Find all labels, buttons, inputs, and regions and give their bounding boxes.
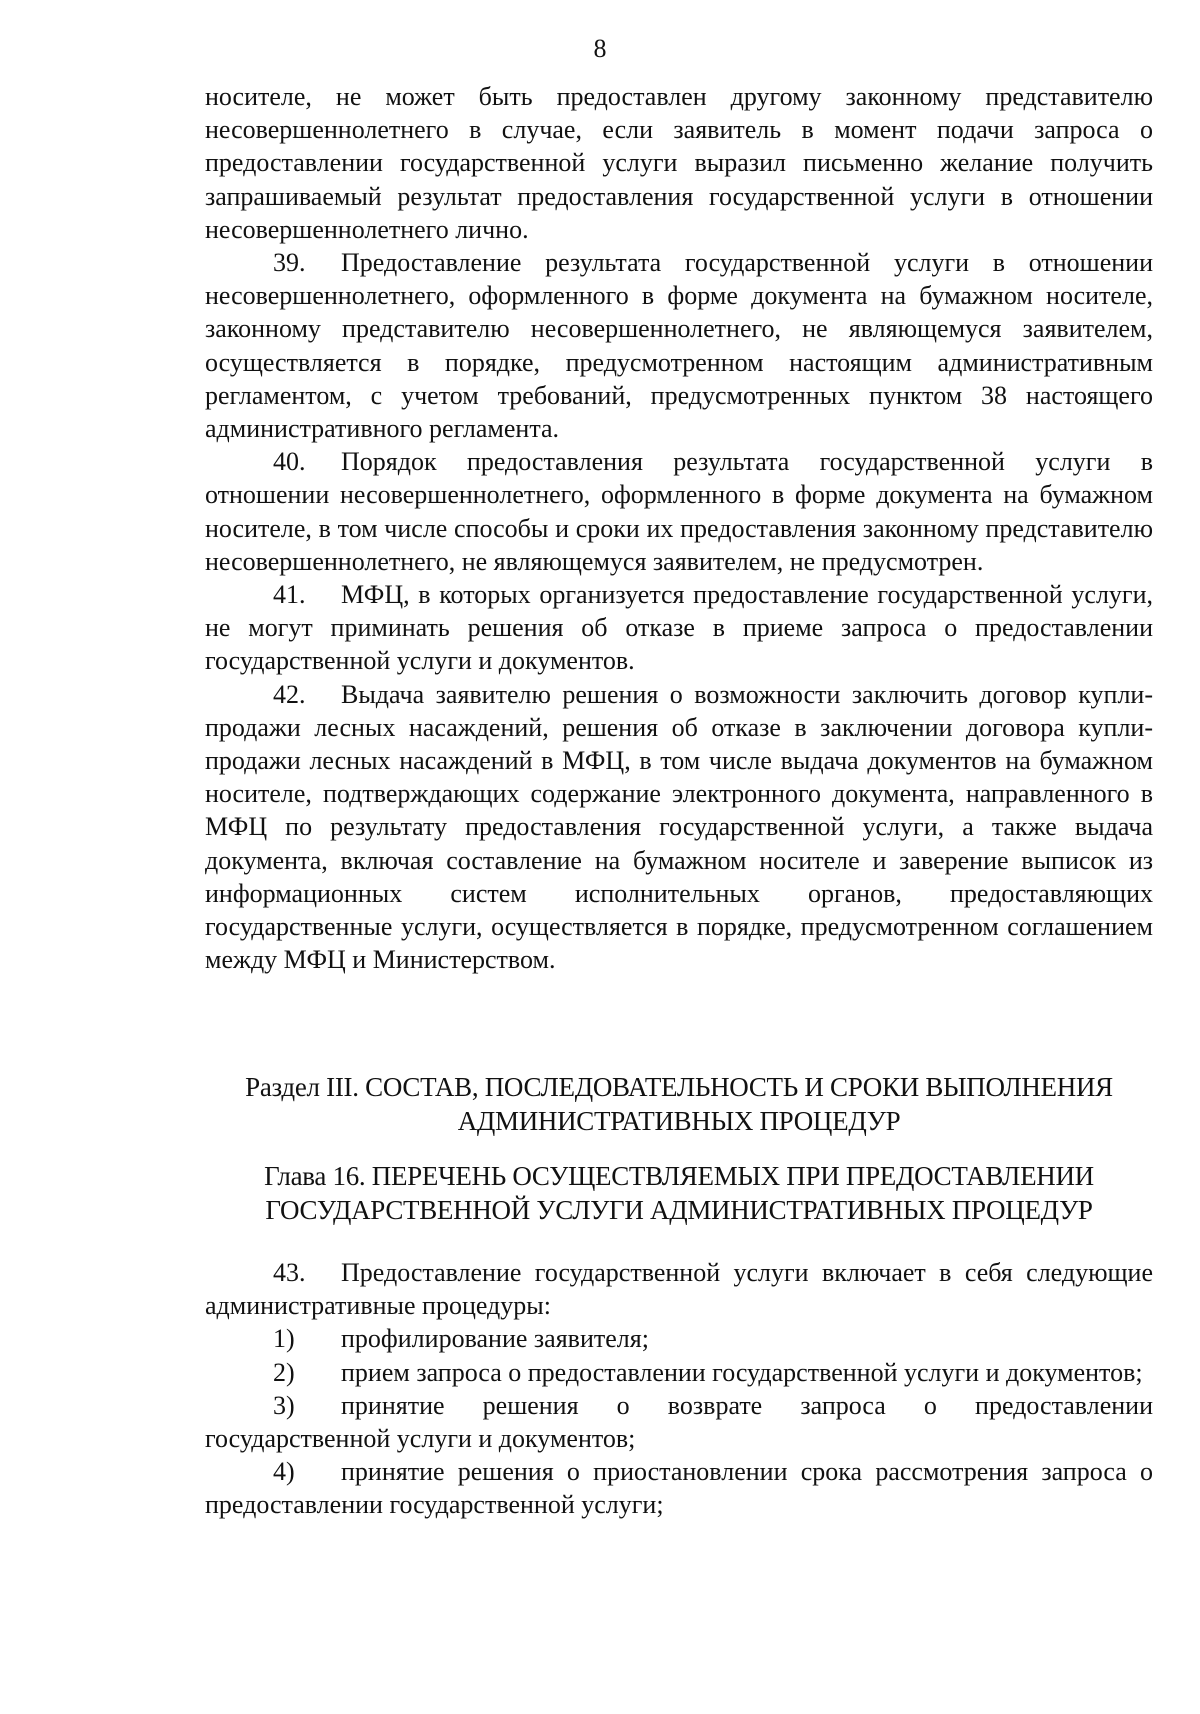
paragraph-text: Выдача заявителю решения о возможности заключить договор купли-продажи лесных насаждений, решения об отказе в заключении договора купли-продажи лесных насаждений в МФЦ, в том числе выдача документов на бумажном носителе, подтверждающих содержание электронного документа, направленного в МФЦ по результату предоставления государственной услуги, а также выдача документа, включая составление на бумажном носителе и заверение выписок из информационных систем исполнительных органов, предоставляющих государственные услуги, осуществляется в порядке, предусмотренном соглашением между МФЦ и Министерством. [205,679,1153,975]
paragraph-40 [205,445,1153,578]
chapter-heading-line: ГОСУДАРСТВЕННОЙ УСЛУГИ АДМИНИСТРАТИВНЫХ ПРОЦЕДУР [265,1195,1093,1225]
paragraph-43 [205,1256,1153,1322]
paragraph-text: Предоставление государственной услуги включает в себя следующие административные процедуры: [205,1258,1153,1321]
list-item-number: 2) [273,1357,295,1387]
list-item-number: 3) [273,1390,295,1420]
continuation-paragraph: носителе, не может быть предоставлен другому законному представителю несовершеннолетнего в случае, если заявитель в момент подачи запроса о предоставлении государственной услуги выразил письменно желание получить запрашиваемый результат предоставления государственной услуги в отношении несовершеннолетнего лично. [205,82,1153,244]
section-heading-line: Раздел III. СОСТАВ, ПОСЛЕДОВАТЕЛЬНОСТЬ И СРОКИ ВЫПОЛНЕНИЯ [245,1072,1113,1102]
paragraph-text: Предоставление результата государственной услуги в отношении несовершеннолетнего, оформленного в форме документа на бумажном носителе, законному представителю несовершеннолетнего, не являющемуся заявителем, осуществляется в порядке, предусмотренном настоящим административным регламентом, с учетом требований, предусмотренных пунктом 38 настоящего административного регламента. [205,248,1153,444]
list-item-number: 1) [273,1324,295,1354]
list-item-number: 4) [273,1457,295,1487]
list-item-text: принятие решения о возврате запроса о предоставлении государственной услуги и документов; [205,1390,1153,1454]
list-item [205,1322,1153,1355]
list-item [205,1356,1153,1389]
paragraph-number: 43. [273,1258,306,1287]
paragraph-number: 42. [273,679,306,709]
list-item [205,1455,1153,1521]
page-number: 8 [593,34,607,63]
paragraph-39 [205,246,1153,445]
paragraph-number: 41. [273,580,306,610]
paragraph-42 [205,678,1153,977]
paragraph-number: 40. [273,447,306,477]
list-item-text: профилирование заявителя; [341,1324,649,1354]
section-heading-line: АДМИНИСТРАТИВНЫХ ПРОЦЕДУР [457,1106,901,1136]
paragraph-text: МФЦ, в которых организуется предоставление государственной услуги, не могут приминать решения об отказе в приеме запроса о предоставлении государственной услуги и документов. [205,580,1153,676]
body-text-top [205,80,1153,976]
paragraph-number: 39. [273,248,306,278]
chapter-heading [195,1159,1163,1227]
list-item-text: прием запроса о предоставлении государственной услуги и документов; [341,1357,1143,1387]
chapter-heading-line: Глава 16. ПЕРЕЧЕНЬ ОСУЩЕСТВЛЯЕМЫХ ПРИ ПРЕДОСТАВЛЕНИИ [264,1161,1094,1191]
body-text-bottom [205,1256,1153,1522]
paragraph-41 [205,578,1153,678]
list-item [205,1389,1153,1455]
list-item-text: принятие решения о приостановлении срока рассмотрения запроса о предоставлении государственной услуги; [205,1457,1153,1520]
section-heading [195,1070,1163,1138]
paragraph-text: Порядок предоставления результата государственной услуги в отношении несовершеннолетнего, оформленного в форме документа на бумажном носителе, в том числе способы и сроки их предоставления законному представителю несовершеннолетнего, не являющемуся заявителем, не предусмотрен. [205,447,1153,576]
